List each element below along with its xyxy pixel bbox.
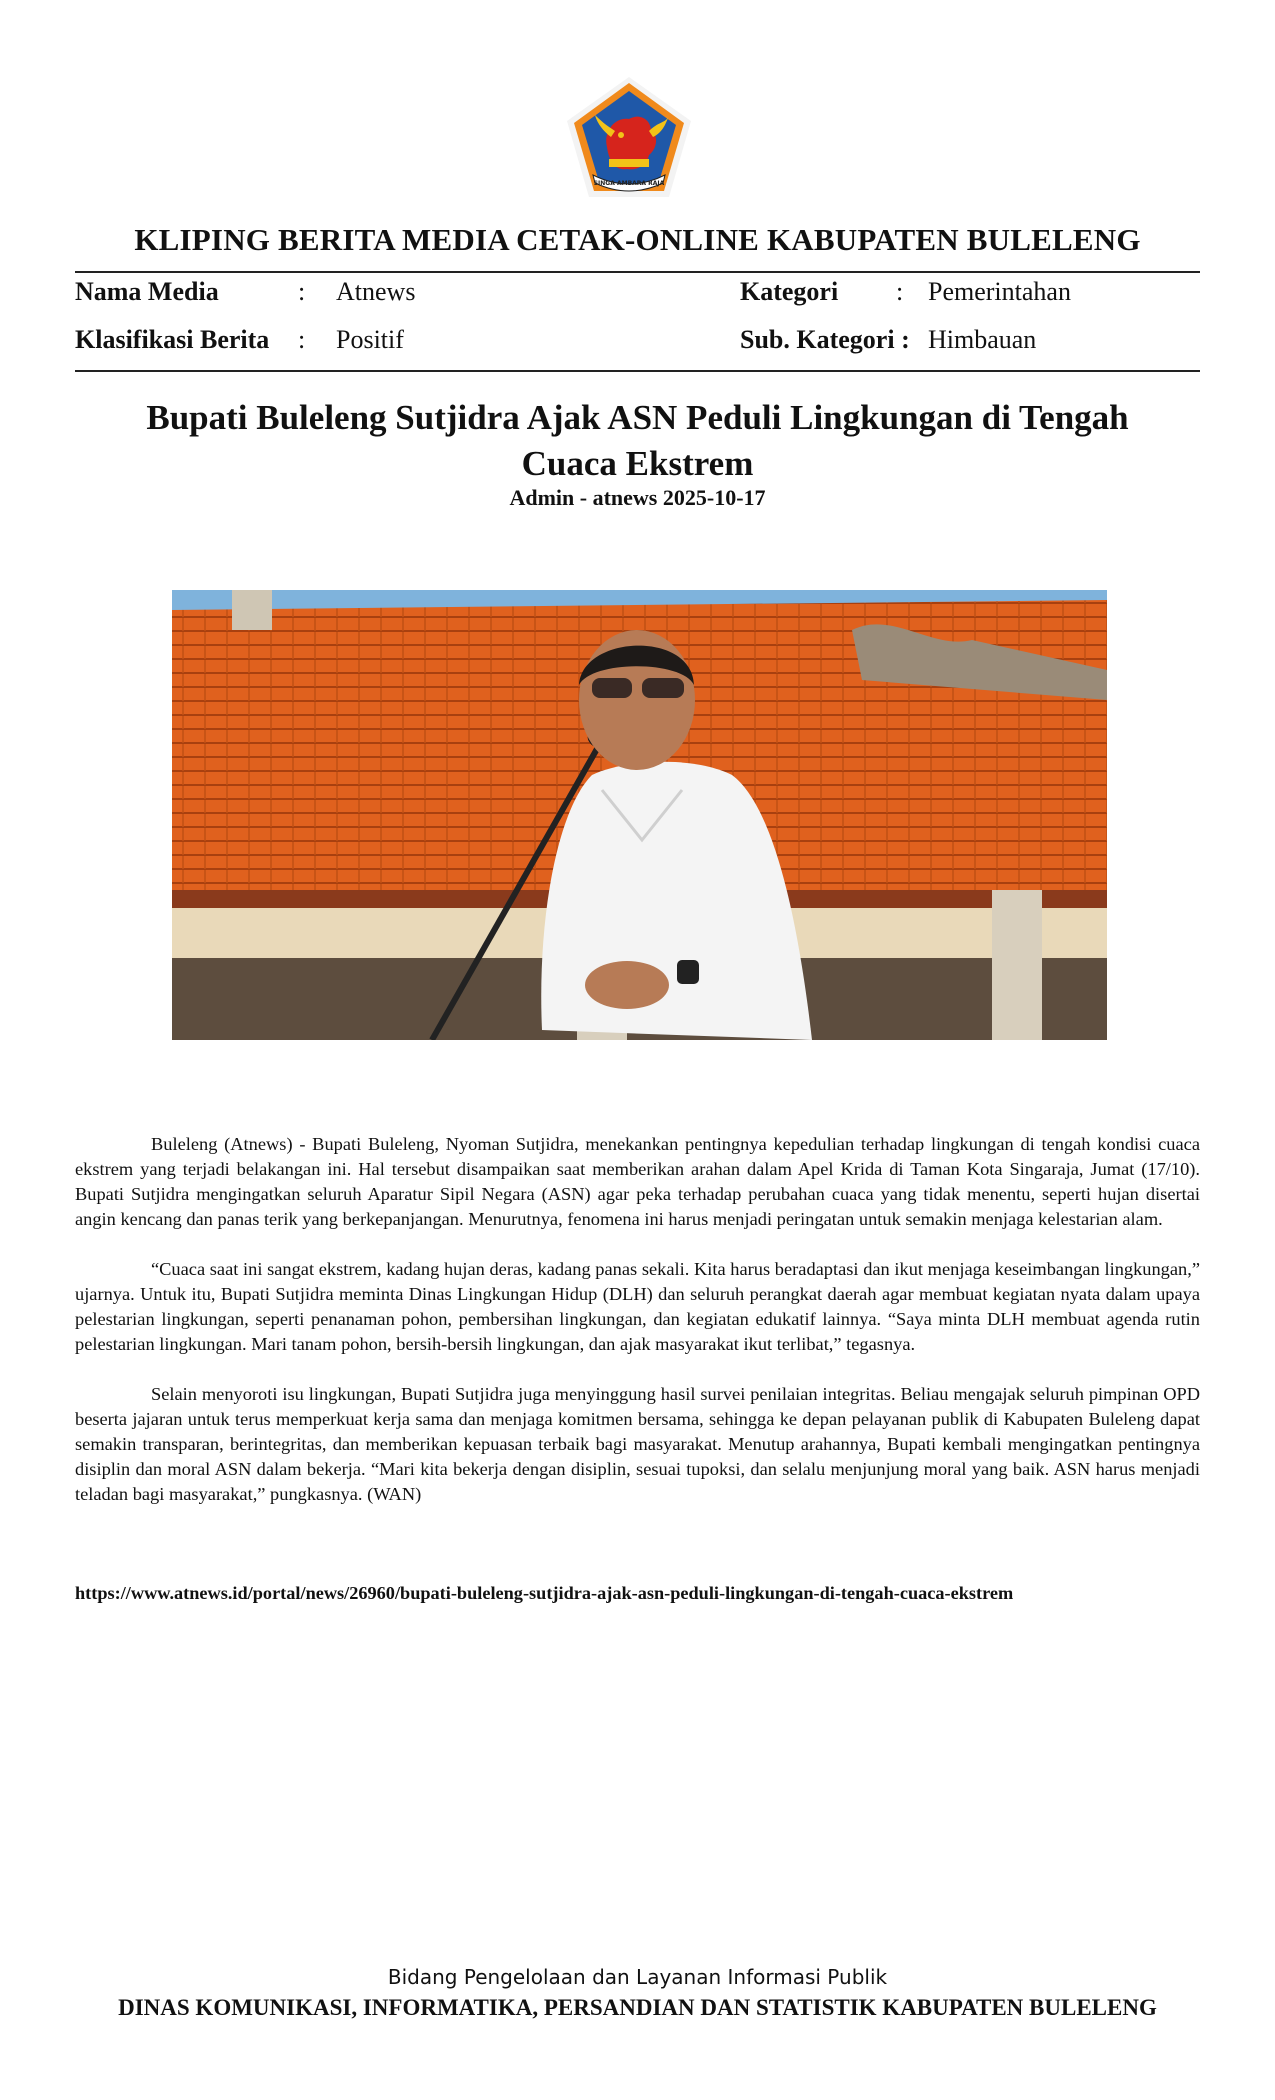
article-title: Bupati Buleleng Sutjidra Ajak ASN Peduli Lingkungan di Tengah Cuaca Ekstrem xyxy=(146,398,1129,483)
footer-department: Bidang Pengelolaan dan Layanan Informasi Publik xyxy=(387,1965,888,1989)
footer-agency: DINAS KOMUNIKASI, INFORMATIKA, PERSANDIAN DAN STATISTIK KABUPATEN BULELENG xyxy=(118,1995,1157,2020)
logo-motto: SINGA AMBARA RAJA xyxy=(593,180,665,187)
article-photo xyxy=(172,590,1107,1040)
article-byline: Admin - atnews 2025-10-17 xyxy=(509,485,766,510)
kategori-colon: : xyxy=(896,277,904,306)
klasifikasi-colon: : xyxy=(298,325,306,354)
document-header-title: KLIPING BERITA MEDIA CETAK-ONLINE KABUPATEN BULELENG xyxy=(134,222,1141,257)
sub-kategori-label: Sub. Kategori : xyxy=(740,325,910,354)
article-paragraph-3: Selain menyoroti isu lingkungan, Bupati Sutjidra juga menyinggung hasil survei penilaian integritas. Beliau mengajak seluruh pimpinan OPD beserta jajaran untuk terus memperkuat kerja sama dan menjaga komitmen bersama, sehingga ke depan pelayanan publik di Kabupaten Buleleng dapat semakin transparan, berintegritas, dan memberikan kepuasan terbaik bagi masyarakat. Menutup arahannya, Bupati kembali mengingatkan pentingnya disiplin dan moral ASN dalam bekerja. “Mari kita bekerja dengan disiplin, sesuai tupoksi, dan selalu menjunjung moral yang baik. ASN harus menjadi teladan bagi masyarakat,” pungkasnya. (WAN) xyxy=(75,1384,1200,1504)
article-paragraph-1: Buleleng (Atnews) - Bupati Buleleng, Nyoman Sutjidra, menekankan pentingnya kepedulian terhadap lingkungan di tengah kondisi cuaca ekstrem yang terjadi belakangan ini. Hal tersebut disampaikan saat memberikan arahan dalam Apel Krida di Taman Kota Singaraja, Jumat (17/10). Bupati Sutjidra mengingatkan seluruh Aparatur Sipil Negara (ASN) agar peka terhadap perubahan cuaca yang tidak menentu, seperti hujan disertai angin kencang dan panas terik yang berkepanjangan. Menurutnya, fenomena ini harus menjadi peringatan untuk semakin menjaga kelestarian alam. xyxy=(75,1134,1200,1229)
nama-media-colon: : xyxy=(298,277,306,306)
kategori-label: Kategori xyxy=(740,277,839,306)
klasifikasi-berita-label: Klasifikasi Berita xyxy=(75,325,270,354)
nama-media-label: Nama Media xyxy=(75,277,219,306)
klasifikasi-berita-value: Positif xyxy=(336,325,404,354)
nama-media-value: Atnews xyxy=(336,277,416,306)
article-paragraph-2: “Cuaca saat ini sangat ekstrem, kadang hujan deras, kadang panas sekali. Kita harus beradaptasi dan ikut menjaga keseimbangan lingkungan,” ujarnya. Untuk itu, Bupati Sutjidra meminta Dinas Lingkungan Hidup (DLH) dan seluruh perangkat daerah agar membuat kegiatan nyata dalam upaya pelestarian lingkungan, seperti penanaman pohon, pembersihan lingkungan, dan kegiatan edukatif lainnya. “Saya minta DLH membuat agenda rutin pelestarian lingkungan. Mari tanam pohon, bersih-bersih lingkungan, dan ajak masyarakat ikut terlibat,” tegasnya. xyxy=(75,1259,1200,1354)
header-divider-bottom xyxy=(75,370,1200,372)
source-link[interactable]: https://www.atnews.id/portal/news/26960/bupati-buleleng-sutjidra-ajak-asn-peduli-lingkungan-di-tengah-cuaca-ekstrem xyxy=(75,1583,1014,1603)
article-body xyxy=(75,1132,1200,1532)
header-divider-top xyxy=(75,271,1200,273)
kategori-value: Pemerintahan xyxy=(928,277,1071,306)
kabupaten-buleleng-logo xyxy=(563,75,695,199)
sub-kategori-value: Himbauan xyxy=(928,325,1037,354)
